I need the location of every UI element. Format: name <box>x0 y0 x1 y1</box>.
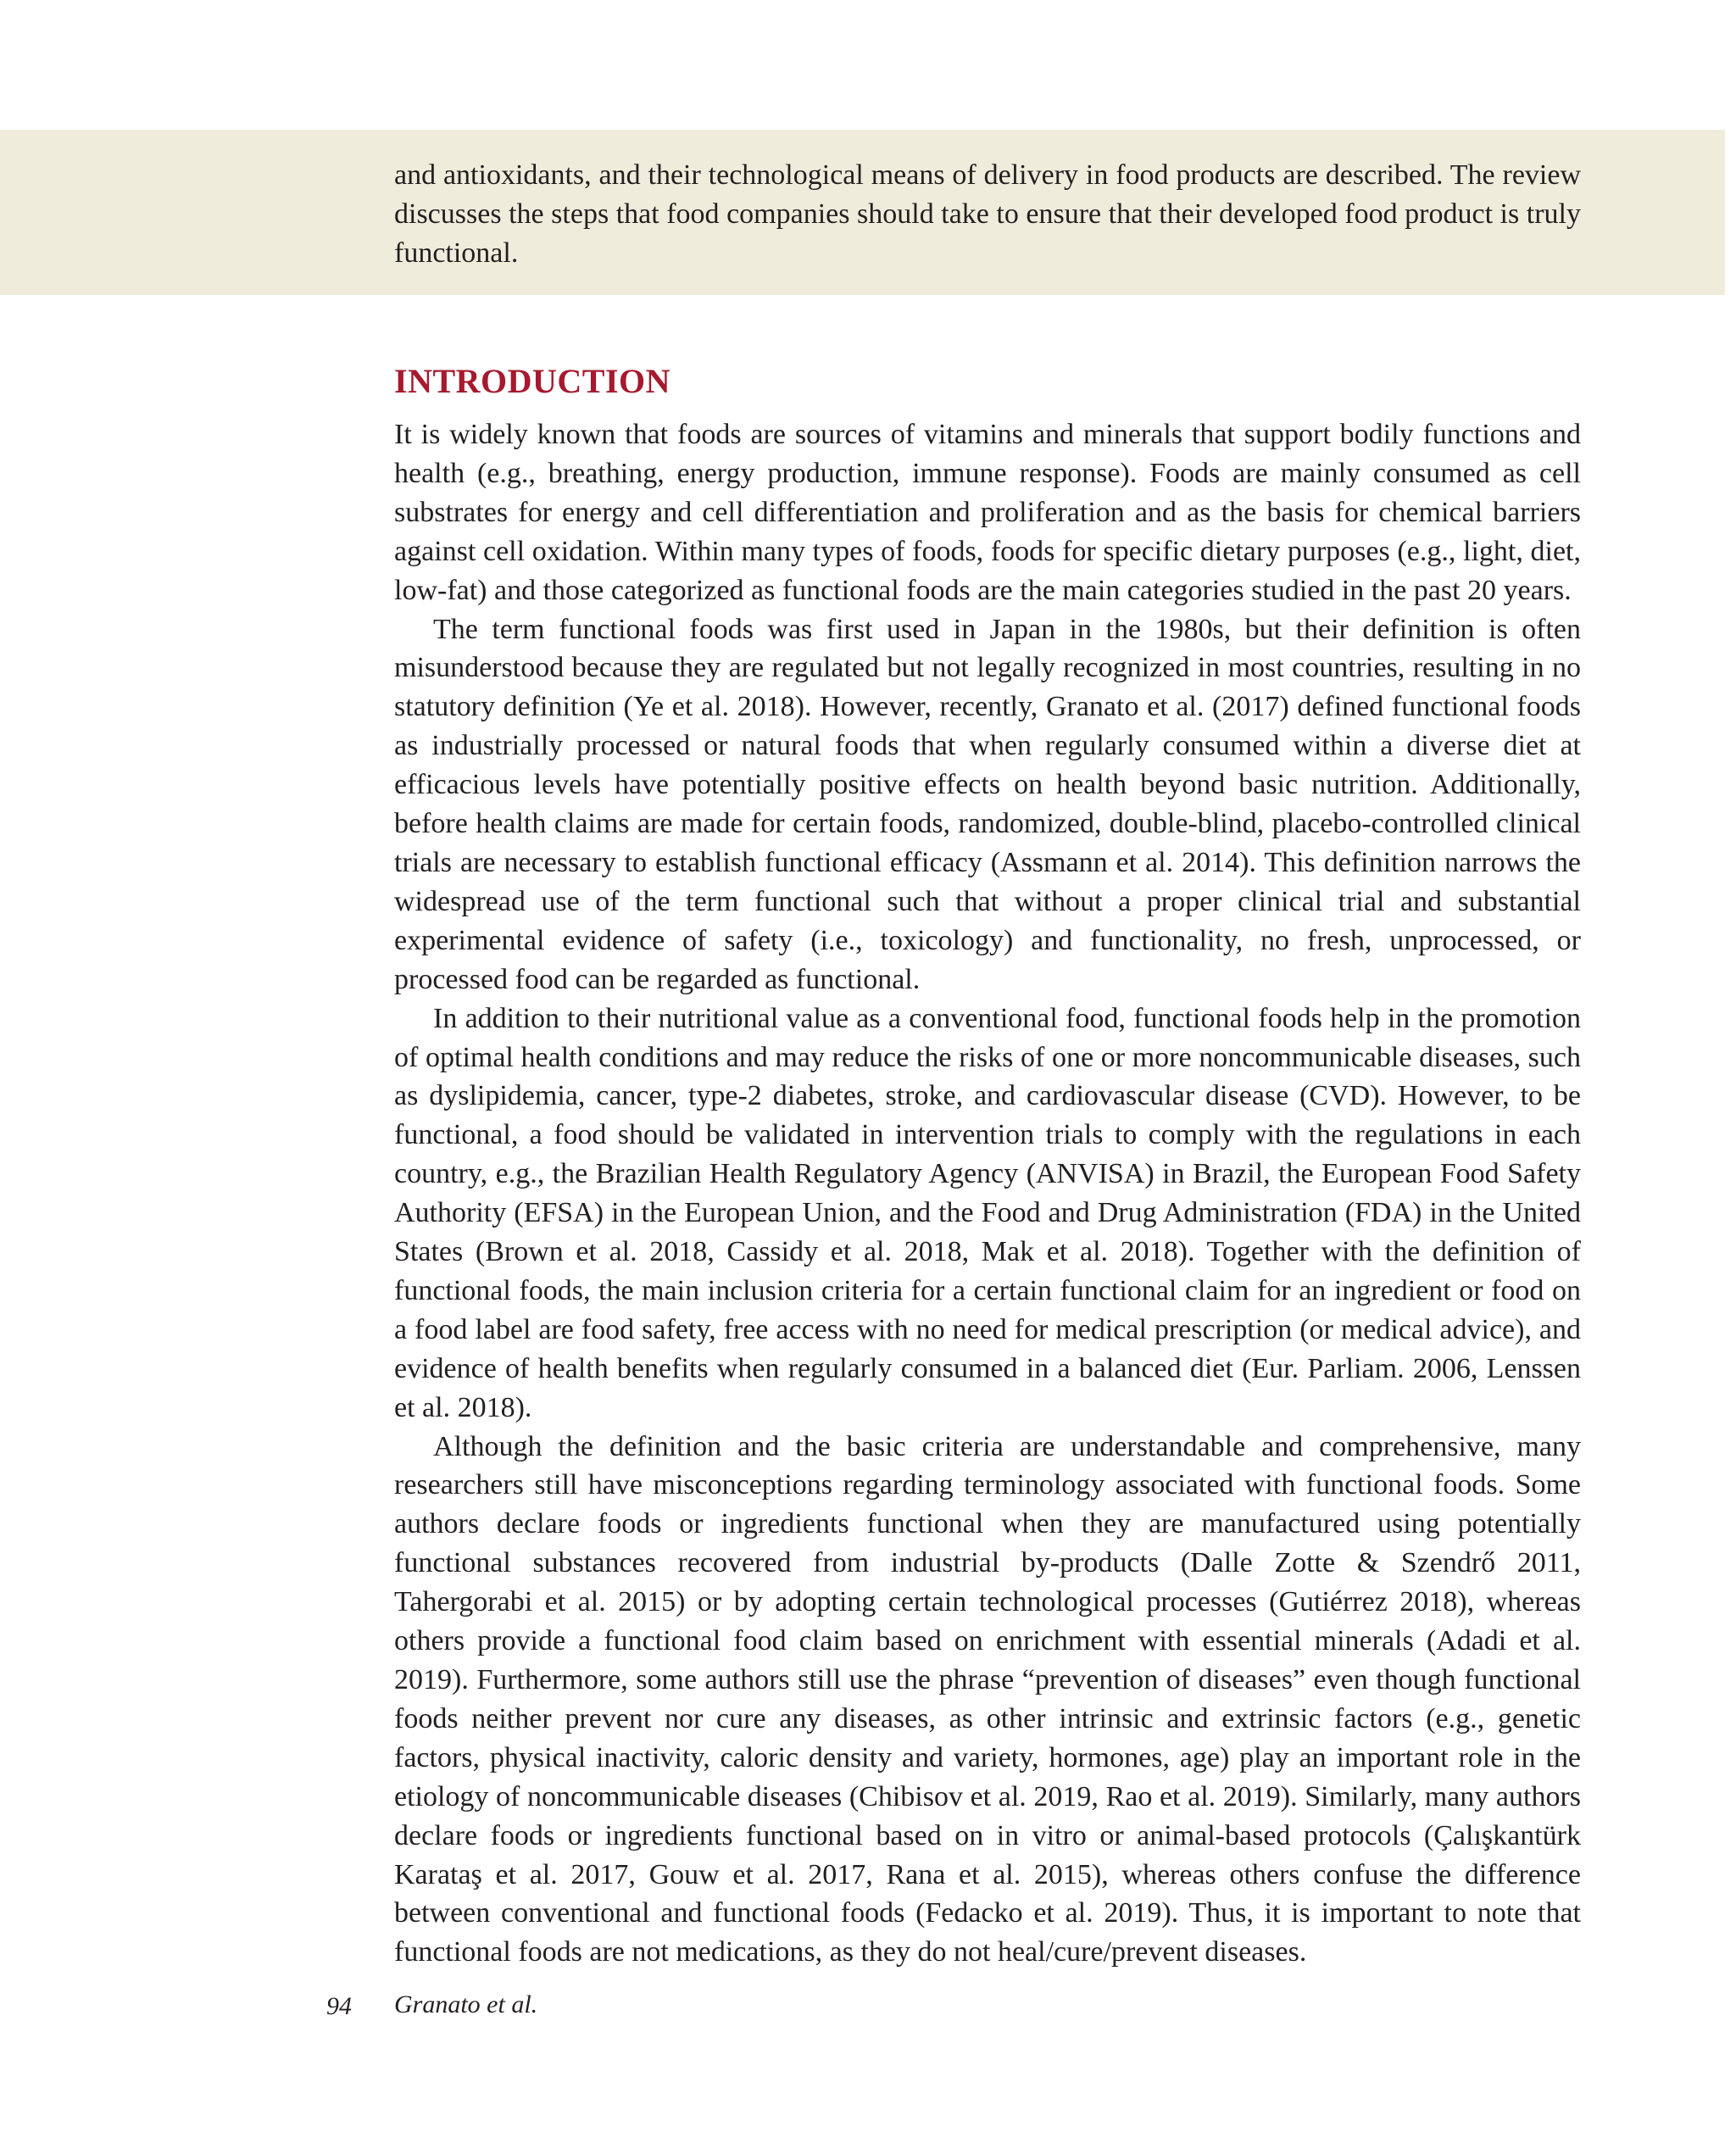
body-text <box>394 415 1581 1972</box>
paragraph-3: In addition to their nutritional value as a conventional food, functional foods help in the promotion of optimal health conditions and may reduce the risks of one or more noncommunicable diseases, such as dyslipidemia, cancer, type-2 diabetes, stroke, and cardiovascular disease (CVD). However, to be functional, a food should be validated in intervention trials to comply with the regulations in each country, e.g., the Brazilian Health Regulatory Agency (ANVISA) in Brazil, the European Food Safety Authority (EFSA) in the European Union, and the Food and Drug Administration (FDA) in the United States (Brown et al. 2018, Cassidy et al. 2018, Mak et al. 2018). Together with the definition of functional foods, the main inclusion criteria for a certain functional claim for an ingredient or food on a food label are food safety, free access with no need for medical prescription (or medical advice), and evidence of health benefits when regularly consumed in a balanced diet (Eur. Parliam. 2006, Lenssen et al. 2018). <box>394 1002 1581 1423</box>
section-heading: INTRODUCTION <box>394 362 671 400</box>
page-number: 94 <box>326 1992 352 2020</box>
paragraph-2: The term functional foods was first used in Japan in the 1980s, but their definition is often misunderstood because they are regulated but not legally recognized in most countries, resulting in no statutory definition (Ye et al. 2018). However, recently, Granato et al. (2017) defined functional foods as industrially processed or natural foods that when regularly consumed within a diverse diet at efficacious levels have potentially positive effects on health beyond basic nutrition. Additionally, before health claims are made for certain foods, randomized, double-blind, placebo-controlled clinical trials are necessary to establish functional efficacy (Assmann et al. 2014). This definition narrows the widespread use of the term functional such that without a proper clinical trial and substantial experimental evidence of safety (i.e., toxicology) and functionality, no fresh, unprocessed, or processed food can be regarded as functional. <box>394 613 1581 995</box>
abstract-tail-text: and antioxidants, and their technological means of delivery in food products are described. The review discusses the steps that food companies should take to ensure that their developed food product is truly functional. <box>394 159 1581 269</box>
paragraph-1: It is widely known that foods are sources of vitamins and minerals that support bodily functions and health (e.g., breathing, energy production, immune response). Foods are mainly consumed as cell substrates for energy and cell differentiation and proliferation and as the basis for chemical barriers against cell oxidation. Within many types of foods, foods for specific dietary purposes (e.g., light, diet, low-fat) and those categorized as functional foods are the main categories studied in the past 20 years. <box>394 419 1581 606</box>
paragraph-4: Although the definition and the basic criteria are understandable and comprehensive, many researchers still have misconceptions regarding terminology associated with functional foods. Some authors declare foods or ingredients functional when they are manufactured using potentially functional substances recovered from industrial by-products (Dalle Zotte & Szendrő 2011, Tahergorabi et al. 2015) or by adopting certain technological processes (Gutiérrez 2018), whereas others provide a functional food claim based on enrichment with essential minerals (Adadi et al. 2019). Furthermore, some authors still use the phrase “prevention of diseases” even though functional foods neither prevent nor cure any diseases, as other intrinsic and extrinsic factors (e.g., genetic factors, physical inactivity, caloric density and variety, hormones, age) play an important role in the etiology of noncommunicable diseases (Chibisov et al. 2019, Rao et al. 2019). Similarly, many authors declare foods or ingredients functional based on in vitro or animal-based protocols (Çalışkantürk Karataş et al. 2017, Gouw et al. 2017, Rana et al. 2015), whereas others confuse the difference between conventional and functional foods (Fedacko et al. 2019). Thus, it is important to note that functional foods are not medications, as they do not heal/cure/prevent diseases. <box>394 1430 1581 1968</box>
running-author: Granato et al. <box>394 1990 538 2018</box>
